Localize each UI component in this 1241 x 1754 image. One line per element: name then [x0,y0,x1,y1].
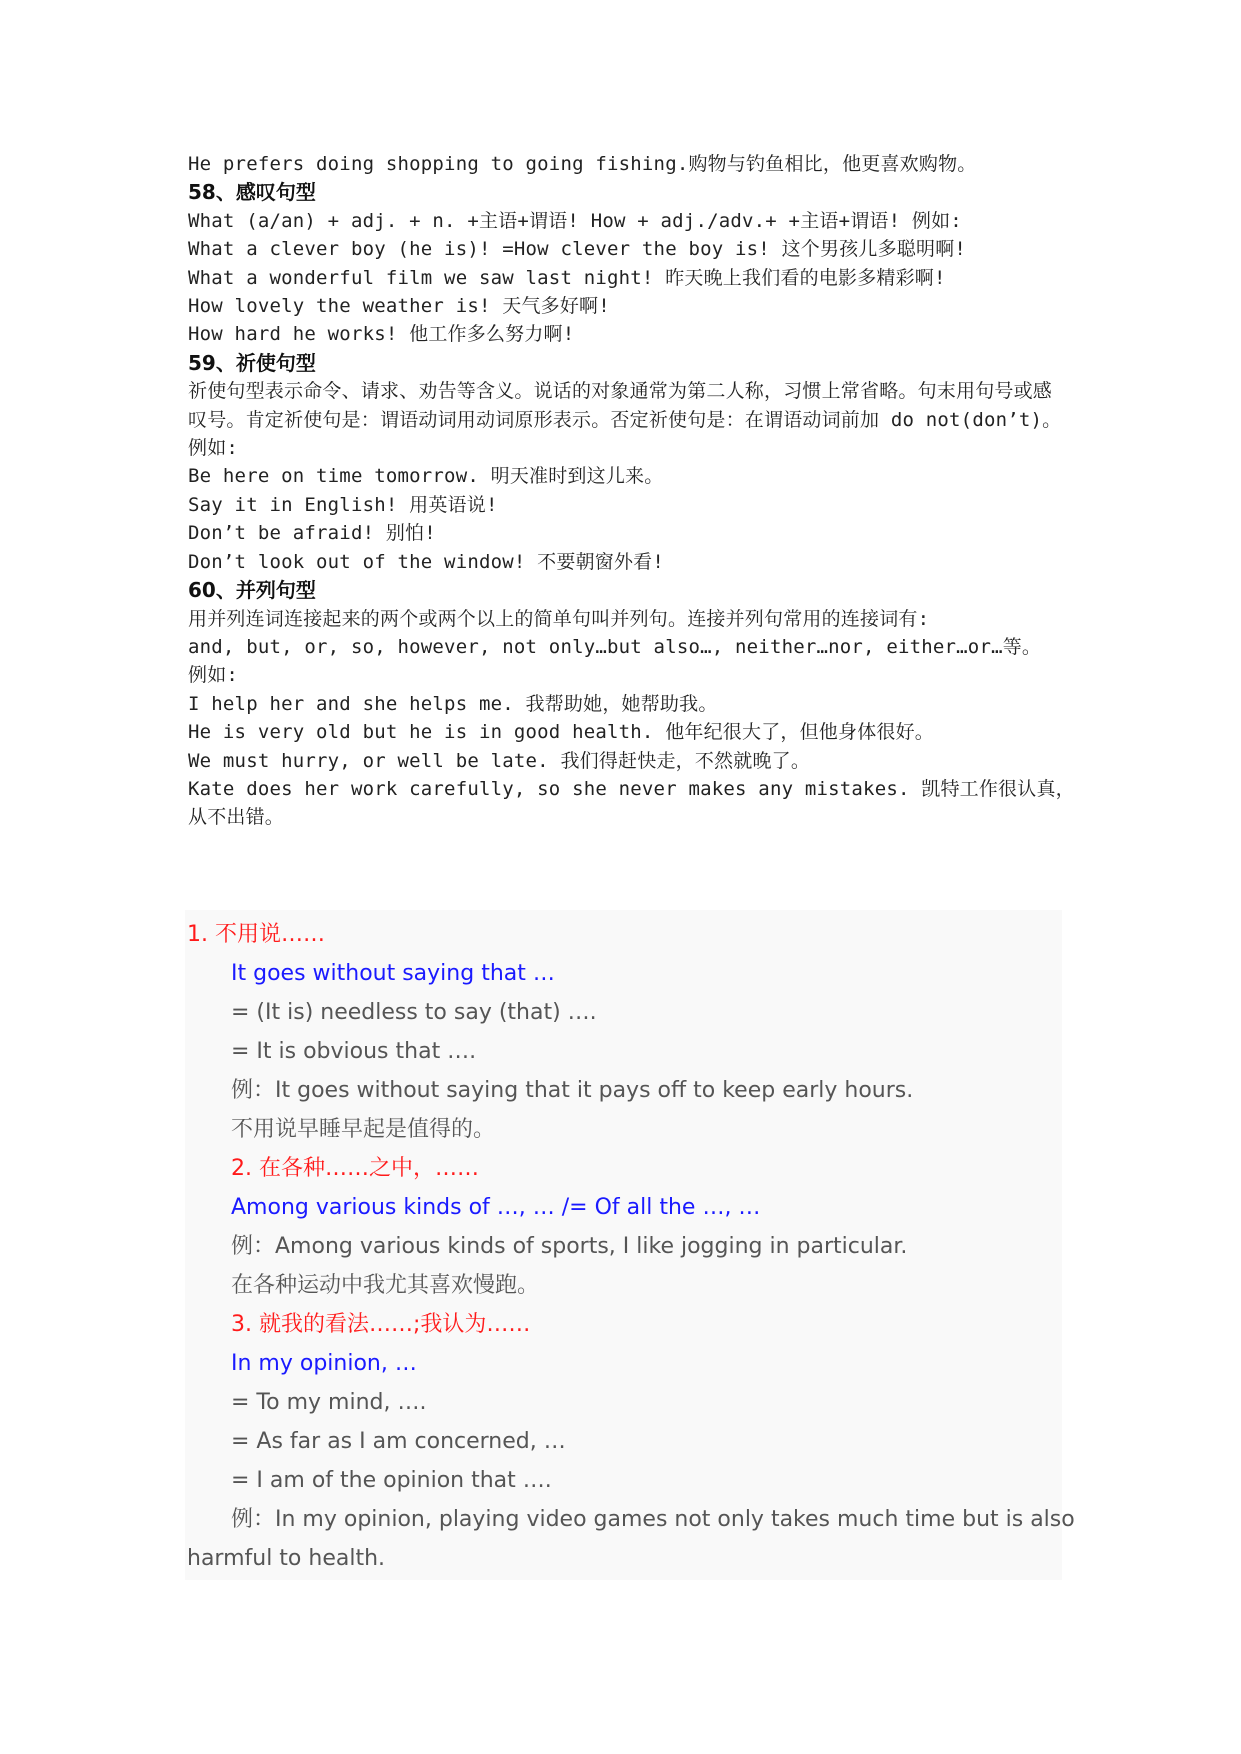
note-equivalent: = It is obvious that …. [231,1039,477,1064]
note-title-3: 3. 就我的看法……;我认为…… [231,1312,531,1337]
note-equivalent: = To my mind, …. [231,1390,427,1415]
text-line: 例如: [188,664,239,687]
text-line: Be here on time tomorrow. 明天准时到这儿来。 [188,465,664,488]
text-line: What a clever boy (he is)! =How clever the boy is! 这个男孩儿多聪明啊! [188,238,967,261]
note-translation: 不用说早睡早起是值得的。 [231,1117,496,1142]
text-line: Don’t look out of the window! 不要朝窗外看! [188,550,665,573]
section-heading-59: 59、祈使句型 [188,350,316,375]
note-equivalent: = As far as I am concerned, … [231,1429,566,1454]
note-phrase-1: It goes without saying that … [231,961,555,986]
note-title-1: 1. 不用说…… [187,922,325,947]
text-line: 用并列连词连接起来的两个或两个以上的简单句叫并列句。连接并列句常用的连接词有: [188,607,930,630]
note-equivalent: = I am of the opinion that …. [231,1468,552,1493]
text-line: I help her and she helps me. 我帮助她，她帮助我。 [188,692,718,715]
text-line: Kate does her work carefully, so she never makes any mistakes. 凯特工作很认真， [188,777,1075,800]
note-example: 例：In my opinion, playing video games not only takes much time but is also [231,1507,1075,1532]
text-line: Say it in English! 用英语说! [188,493,498,516]
note-phrase-3: In my opinion, … [231,1351,417,1376]
note-example: 例：Among various kinds of sports, I like jogging in particular. [231,1234,908,1259]
section-heading-60: 60、并列句型 [188,578,316,603]
text-line: and, but, or, so, however, not only…but also…, neither…nor, either…or…等。 [188,635,1042,658]
paragraph: 祈使句型表示命令、请求、劝告等含义。说话的对象通常为第二人称，习惯上常省略。句末用句号或感叹号。肯定祈使句是：谓语动词用动词原形表示。否定祈使句是：在谓语动词前加 do not(don’t)。例如: [188,380,1062,460]
note-translation: 在各种运动中我尤其喜欢慢跑。 [231,1273,540,1298]
phrase-notes-block [185,910,1075,1580]
note-equivalent: = (It is) needless to say (that) …. [231,1000,597,1025]
note-example: 例：It goes without saying that it pays off to keep early hours. [231,1078,914,1103]
text-line: 从不出错。 [188,806,285,829]
note-title-2: 2. 在各种……之中，…… [231,1156,479,1181]
text-line: He is very old but he is in good health. 他年纪很大了，但他身体很好。 [188,721,934,744]
text-line: Don’t be afraid! 别怕! [188,522,436,545]
note-phrase-2: Among various kinds of …, … /= Of all the …, … [231,1195,761,1220]
text-line: What (a/an) + adj. + n. +主语+谓语! How + adj./adv.+ +主语+谓语! 例如: [188,209,962,232]
text-line: How hard he works! 他工作多么努力啊! [188,323,575,346]
grammar-section [188,150,1075,832]
text-line: He prefers doing shopping to going fishing.购物与钓鱼相比，他更喜欢购物。 [188,153,977,175]
note-example-continued: harmful to health. [187,1546,386,1571]
text-line: How lovely the weather is! 天气多好啊! [188,295,610,318]
text-line: We must hurry, or well be late. 我们得赶快走，不然就晚了。 [188,749,811,772]
text-line: What a wonderful film we saw last night! 昨天晚上我们看的电影多精彩啊! [188,266,946,289]
section-heading-58: 58、感叹句型 [188,180,316,205]
